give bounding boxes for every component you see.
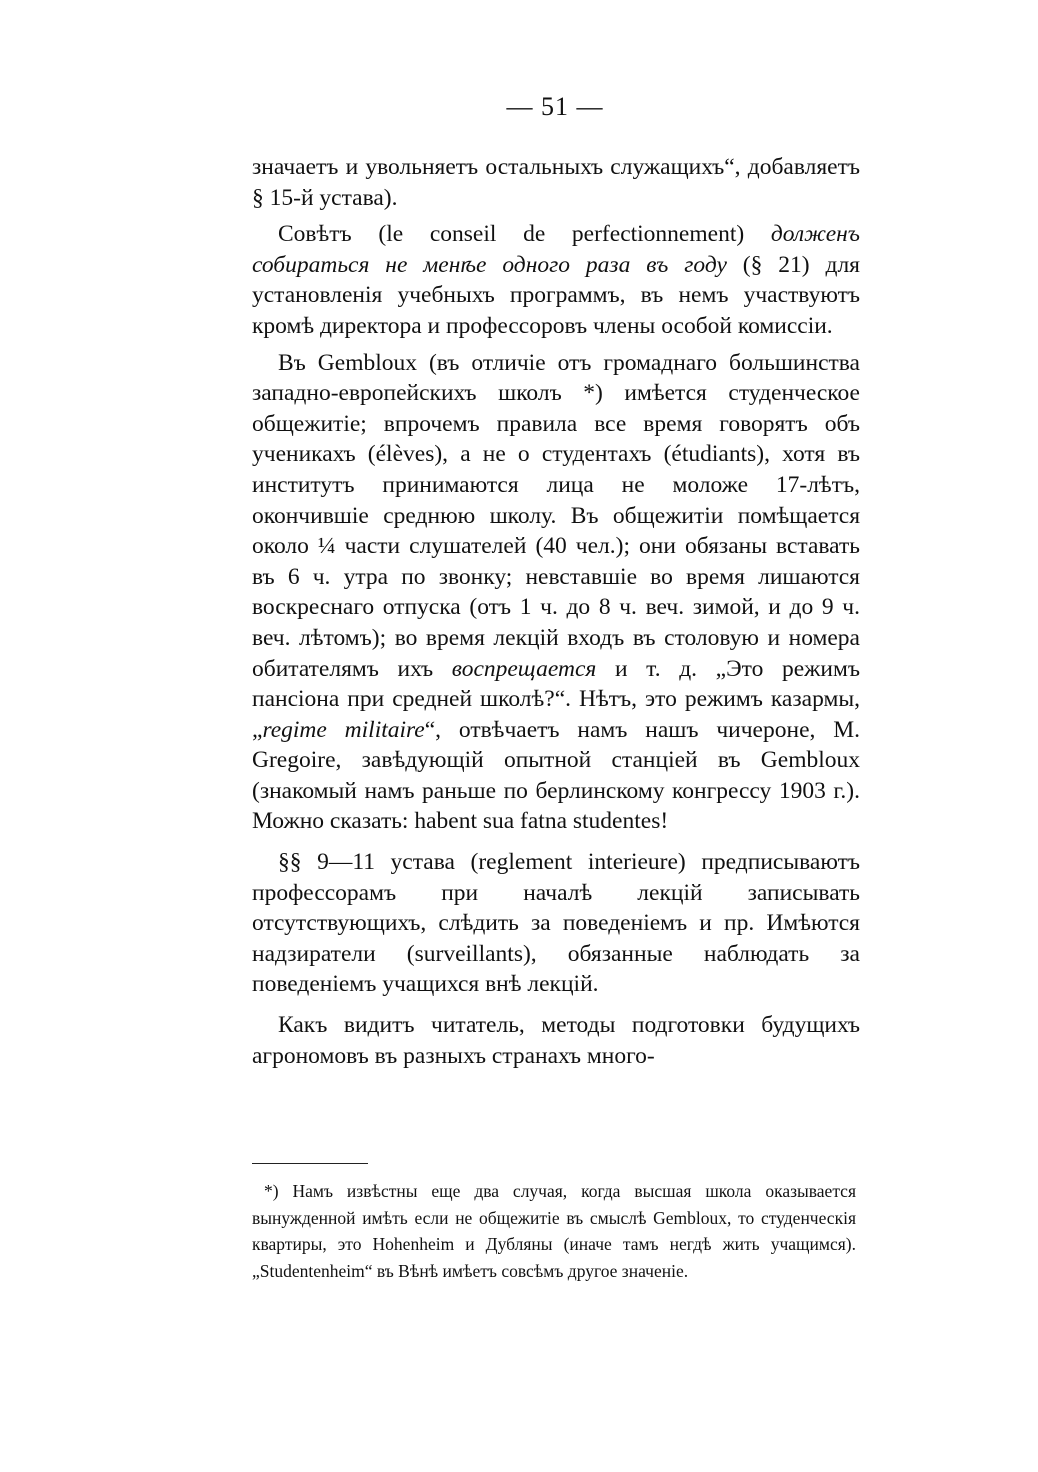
paragraph-gembloux xyxy=(252,348,860,838)
paragraph-gembloux-emphasis-forbidden: воспрещается xyxy=(451,655,597,682)
paragraph-gembloux-text-e: “, отвѣчаетъ намъ нашъ чичероне, M. Gregoire, завѣдующій опытной станціей въ Gembloux (знакомый намъ раньше по берлинскому конгрессу 1903 г.). Можно сказать: habent sua fatna studentes! xyxy=(252,716,860,835)
main-text xyxy=(252,152,860,1071)
paragraph-council-text-c: (§ 21) для установленія учебныхъ программъ, въ немъ участвуютъ кромѣ директора и профессоровъ члены особой комиссіи. xyxy=(252,251,860,339)
paragraph-council-text-a: Совѣтъ (le conseil de perfectionnement) xyxy=(278,221,771,248)
paragraph-council-emphasis: долженъ собираться не менѣе одного раза въ году xyxy=(252,221,860,278)
footnote: *) Намъ извѣстны еще два случая, когда высшая школа оказывается вынужденной имѣть если не общежитіе въ смыслѣ Gembloux, то студенческія квартиры, это Hohenheim и Дубляны (иначе тамъ негдѣ жить учащимся). „Studentenheim“ въ Вѣнѣ имѣетъ совсѣмъ другое значеніе. xyxy=(252,1181,856,1281)
paragraph-conclusion: Какъ видитъ читатель, методы подготовки будущихъ агрономовъ въ разныхъ странахъ много- xyxy=(252,1012,860,1069)
paragraph-gembloux-text-a: Въ Gembloux (въ отличіе отъ громаднаго большинства западно-европейскихъ школъ *) имѣется студенческое общежитіе; впрочемъ правила все время говорятъ объ ученикахъ (élèves), а не о студентахъ (étudiants), хотя въ институтъ принимаются лица не моложе 17-лѣтъ, окончившіе среднюю школу. Въ общежитіи помѣщается около ¼ части слушателей (40 чел.); они обязаны вставать въ 6 ч. утра по звонку; невставшіе во время лишаются воскреснаго отпуска (отъ 1 ч. до 8 ч. веч. зимой, и до 9 ч. веч. лѣтомъ); во время лекцій входъ въ столовую и номера обитателямъ ихъ xyxy=(252,349,860,682)
paragraph-gembloux-text-c: и т. д. „Это режимъ пансіона при средней школѣ?“. Нѣтъ, это режимъ казармы, „ xyxy=(252,655,860,743)
page-number: — 51 — xyxy=(506,92,604,121)
paragraph-regulations: §§ 9—11 устава (reglement interieure) предписываютъ профессорамъ при началѣ лекцій записывать отсутствующихъ, слѣдить за поведеніемъ и пр. Имѣются надзиратели (surveillants), обязанные наблюдать за поведеніемъ учащихся внѣ лекцій. xyxy=(252,849,860,998)
paragraph-council xyxy=(252,219,860,341)
footnote-divider xyxy=(252,1163,368,1164)
paragraph-gembloux-emphasis-regime: regime militaire xyxy=(262,716,425,743)
paragraph-continuation: значаетъ и увольняетъ остальныхъ служащихъ“, добавляетъ § 15-й устава). xyxy=(252,154,860,211)
